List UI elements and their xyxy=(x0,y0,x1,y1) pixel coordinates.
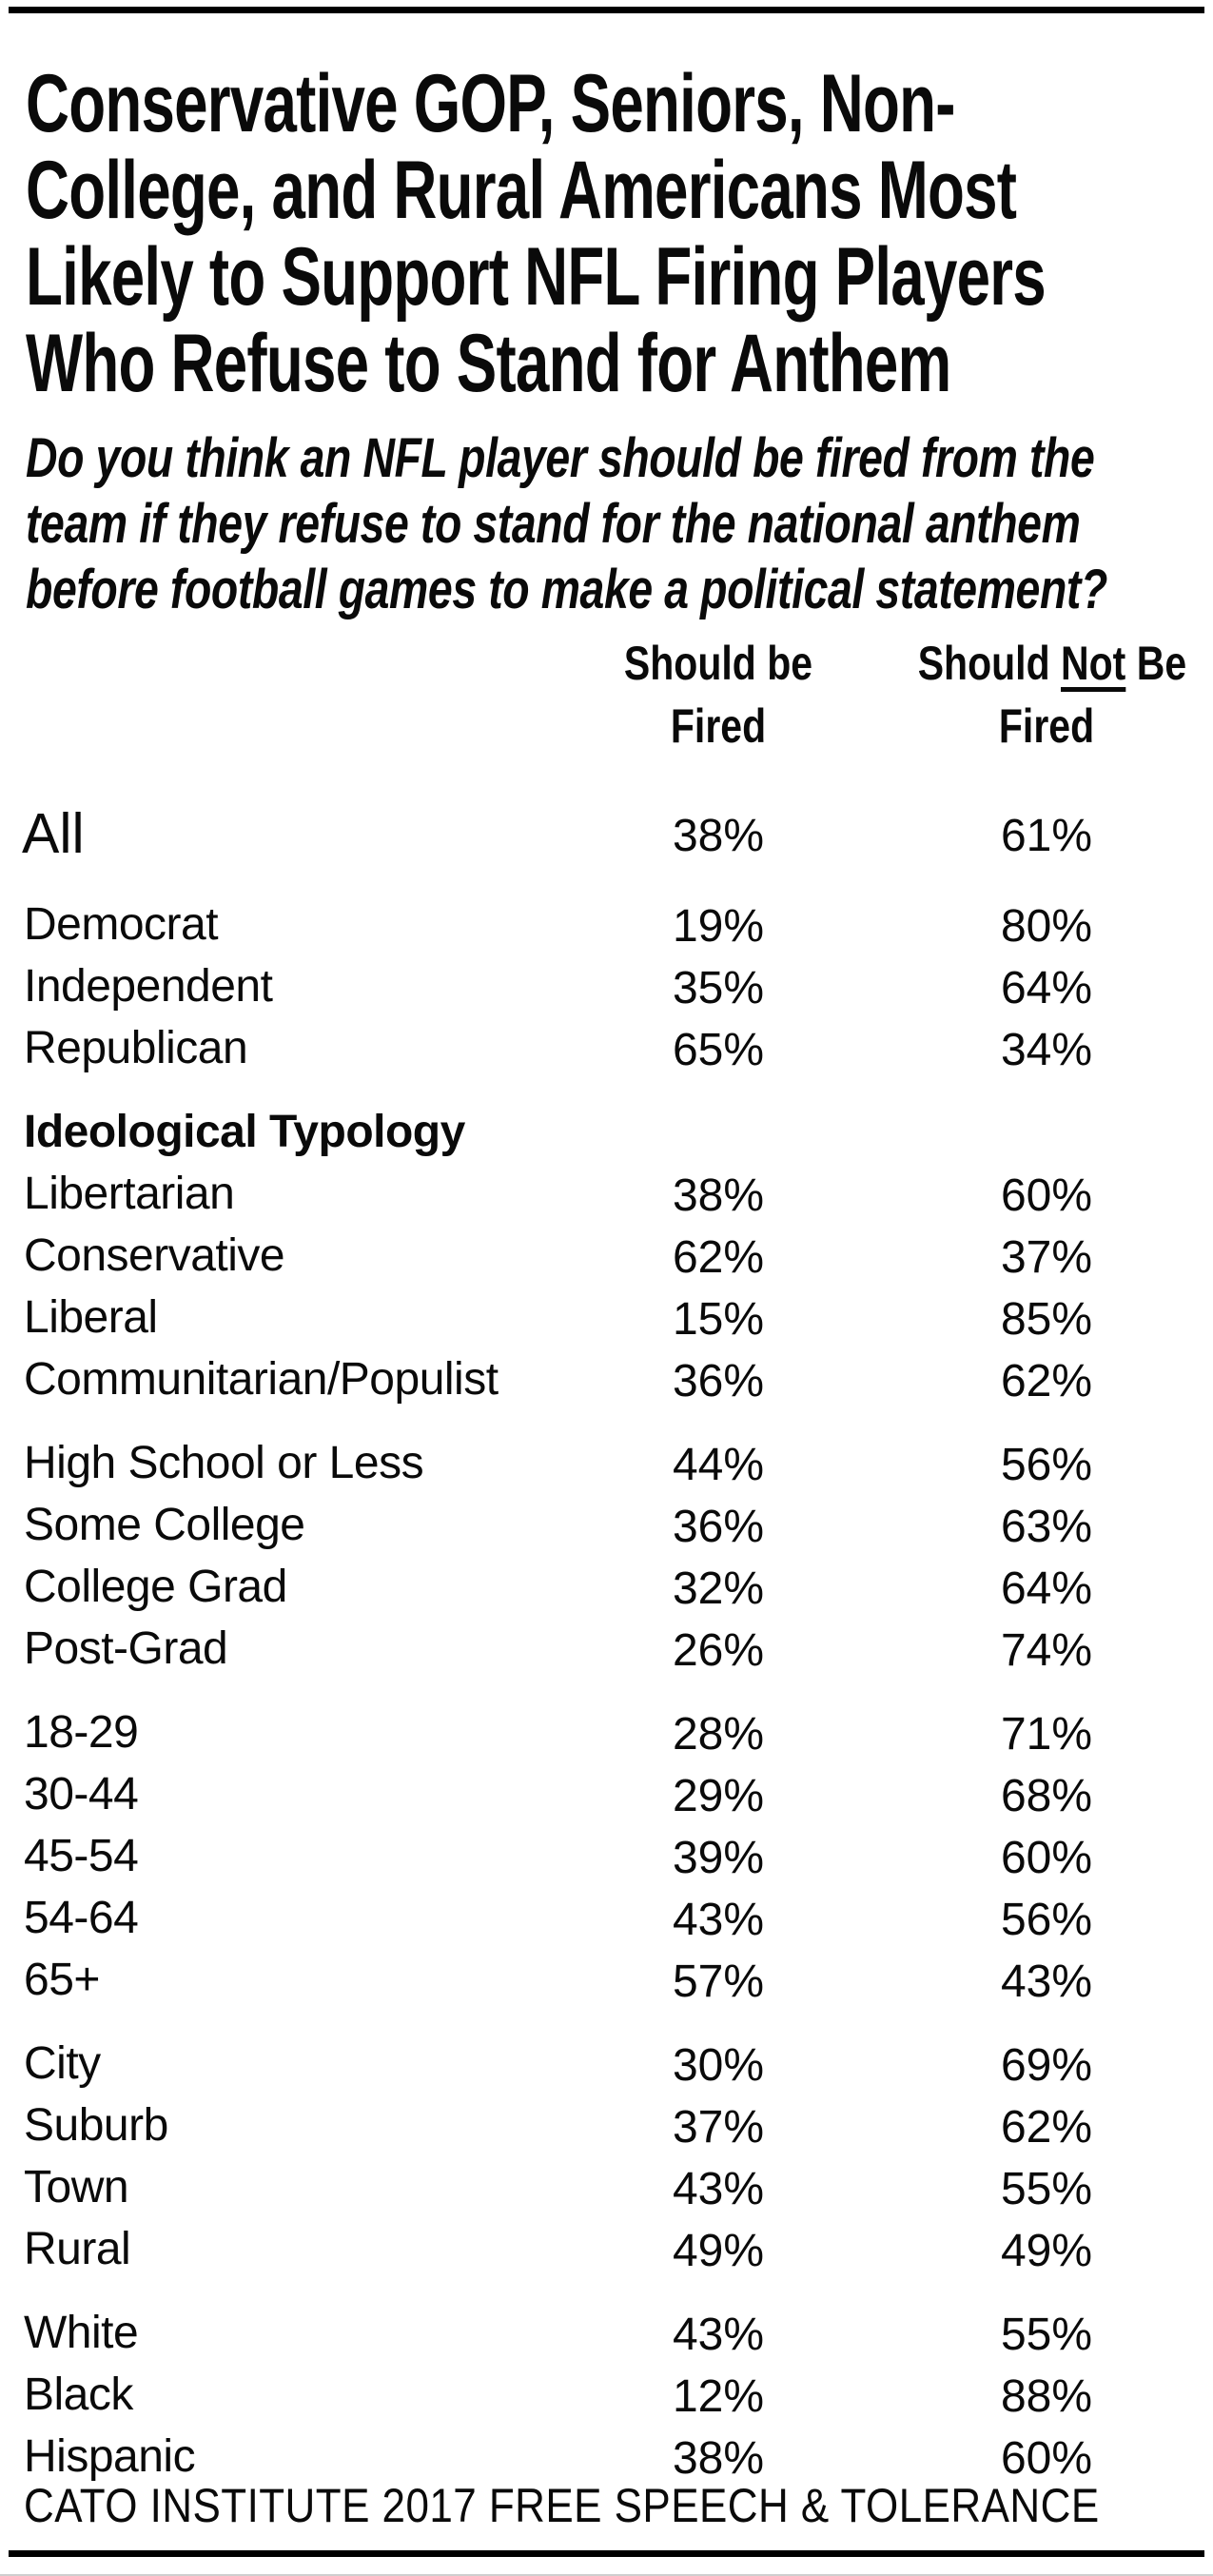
column-headers xyxy=(0,632,1213,765)
fired-value: 43% xyxy=(672,2164,765,2214)
not-fired-value: 64% xyxy=(1000,963,1093,1013)
column-header-line: Should Not Be xyxy=(917,637,1187,690)
fired-value: 29% xyxy=(672,1771,765,1821)
not-fired-value: 60% xyxy=(1000,1833,1093,1883)
fired-value: 36% xyxy=(672,1502,765,1552)
row-label: City xyxy=(24,2038,101,2089)
fired-value: 38% xyxy=(672,2433,765,2484)
table-row xyxy=(0,1763,1213,1825)
row-label: Libertarian xyxy=(24,1169,235,1219)
results-table xyxy=(0,799,1213,2488)
not-fired-value: 80% xyxy=(1000,901,1093,952)
table-row xyxy=(0,955,1213,1017)
row-label: Black xyxy=(24,2370,133,2420)
table-row xyxy=(0,2033,1213,2094)
fired-value: 37% xyxy=(672,2102,765,2153)
column-header-should-not-be-fired xyxy=(890,632,1203,757)
fired-value: 38% xyxy=(672,811,765,861)
row-label: Independent xyxy=(24,961,273,1012)
title-line: Likely to Support NFL Firing Players xyxy=(26,231,1046,323)
column-header-line: Should be xyxy=(623,637,813,690)
column-header-should-be-fired xyxy=(561,632,875,757)
table-row xyxy=(0,1949,1213,2011)
table-row xyxy=(0,1494,1213,1556)
table-row xyxy=(0,1163,1213,1225)
column-header-line: Fired xyxy=(670,699,767,753)
fired-value: 43% xyxy=(672,2310,765,2360)
row-label: Democrat xyxy=(24,899,219,950)
not-fired-value: 64% xyxy=(1000,1563,1093,1614)
survey-question xyxy=(26,425,1205,622)
not-fired-value: 37% xyxy=(1000,1232,1093,1283)
fired-value: 38% xyxy=(672,1170,765,1221)
row-label: High School or Less xyxy=(24,1438,424,1488)
row-label: White xyxy=(24,2308,139,2358)
fired-value: 32% xyxy=(672,1563,765,1614)
fired-value: 36% xyxy=(672,1356,765,1406)
title-line: Who Refuse to Stand for Anthem xyxy=(26,318,951,409)
fired-value: 26% xyxy=(672,1625,765,1676)
not-fired-value: 63% xyxy=(1000,1502,1093,1552)
row-label: Hispanic xyxy=(24,2431,196,2482)
fired-value: 49% xyxy=(672,2226,765,2276)
survey-question-line: team if they refuse to stand for the national anthem xyxy=(26,493,1081,555)
row-label: Ideological Typology xyxy=(24,1107,465,1157)
not-fired-value: 49% xyxy=(1000,2226,1093,2276)
fired-value: 28% xyxy=(672,1709,765,1760)
fired-value: 62% xyxy=(672,1232,765,1283)
row-label: Liberal xyxy=(24,1292,158,1343)
row-label: 18-29 xyxy=(24,1707,139,1758)
not-fired-value: 62% xyxy=(1000,2102,1093,2153)
table-row xyxy=(0,2302,1213,2364)
table-row xyxy=(0,1556,1213,1618)
row-label: 54-64 xyxy=(24,1893,139,1943)
not-fired-value: 69% xyxy=(1000,2040,1093,2091)
not-fired-value: 68% xyxy=(1000,1771,1093,1821)
row-label: 30-44 xyxy=(24,1769,139,1819)
title-line: Conservative GOP, Seniors, Non- xyxy=(26,58,955,149)
fired-value: 57% xyxy=(672,1957,765,2007)
not-fired-value: 55% xyxy=(1000,2164,1093,2214)
table-row xyxy=(0,2094,1213,2156)
fired-value: 19% xyxy=(672,901,765,952)
not-fired-value: 60% xyxy=(1000,1170,1093,1221)
column-header-line: Fired xyxy=(998,699,1095,753)
table-row xyxy=(0,1701,1213,1763)
row-label: Some College xyxy=(24,1500,305,1550)
fired-value: 35% xyxy=(672,963,765,1013)
fired-value: 15% xyxy=(672,1294,765,1345)
fired-value: 39% xyxy=(672,1833,765,1883)
table-row xyxy=(0,1287,1213,1348)
not-fired-value: 74% xyxy=(1000,1625,1093,1676)
row-label: 65+ xyxy=(24,1955,100,2005)
row-label: Conservative xyxy=(24,1230,285,1281)
not-fired-value: 85% xyxy=(1000,1294,1093,1345)
table-row xyxy=(0,1825,1213,1887)
row-label: College Grad xyxy=(24,1562,287,1612)
survey-question-line: Do you think an NFL player should be fired from the xyxy=(26,427,1095,489)
source-attribution: CATO INSTITUTE 2017 FREE SPEECH & TOLERANCE xyxy=(24,2479,1100,2532)
fired-value: 30% xyxy=(672,2040,765,2091)
not-fired-value: 56% xyxy=(1000,1895,1093,1945)
not-fired-value: 56% xyxy=(1000,1440,1093,1490)
not-fired-value: 88% xyxy=(1000,2371,1093,2422)
fired-value: 12% xyxy=(672,2371,765,2422)
fired-value: 65% xyxy=(672,1025,765,1075)
not-fired-value: 55% xyxy=(1000,2310,1093,2360)
row-label: Republican xyxy=(24,1023,248,1073)
row-label: Communitarian/Populist xyxy=(24,1354,499,1405)
section-header-row xyxy=(0,1101,1213,1163)
table-row xyxy=(0,2364,1213,2426)
table-row xyxy=(0,894,1213,955)
not-fired-value: 61% xyxy=(1000,811,1093,861)
table-row xyxy=(0,1017,1213,1079)
row-label: Post-Grad xyxy=(24,1623,228,1674)
row-label: All xyxy=(22,802,85,865)
page-title xyxy=(26,58,1205,409)
row-label: 45-54 xyxy=(24,1831,139,1881)
table-row xyxy=(0,799,1213,872)
table-row xyxy=(0,1618,1213,1680)
table-row xyxy=(0,1432,1213,1494)
title-line: College, and Rural Americans Most xyxy=(26,145,1017,236)
not-fired-value: 43% xyxy=(1000,1957,1093,2007)
not-fired-value: 71% xyxy=(1000,1709,1093,1760)
not-fired-value: 34% xyxy=(1000,1025,1093,1075)
bottom-rule xyxy=(9,2550,1204,2557)
table-row xyxy=(0,1887,1213,1949)
not-fired-value: 60% xyxy=(1000,2433,1093,2484)
not-fired-value: 62% xyxy=(1000,1356,1093,1406)
underlined-not: Not xyxy=(1061,637,1126,690)
fired-value: 43% xyxy=(672,1895,765,1945)
row-label: Rural xyxy=(24,2224,131,2274)
table-row xyxy=(0,2156,1213,2218)
top-rule xyxy=(9,7,1204,13)
fired-value: 44% xyxy=(672,1440,765,1490)
table-row xyxy=(0,1225,1213,1287)
row-label: Town xyxy=(24,2162,129,2212)
survey-question-line: before football games to make a political statement? xyxy=(26,559,1107,620)
table-row xyxy=(0,2218,1213,2280)
table-row xyxy=(0,1348,1213,1410)
row-label: Suburb xyxy=(24,2100,168,2151)
